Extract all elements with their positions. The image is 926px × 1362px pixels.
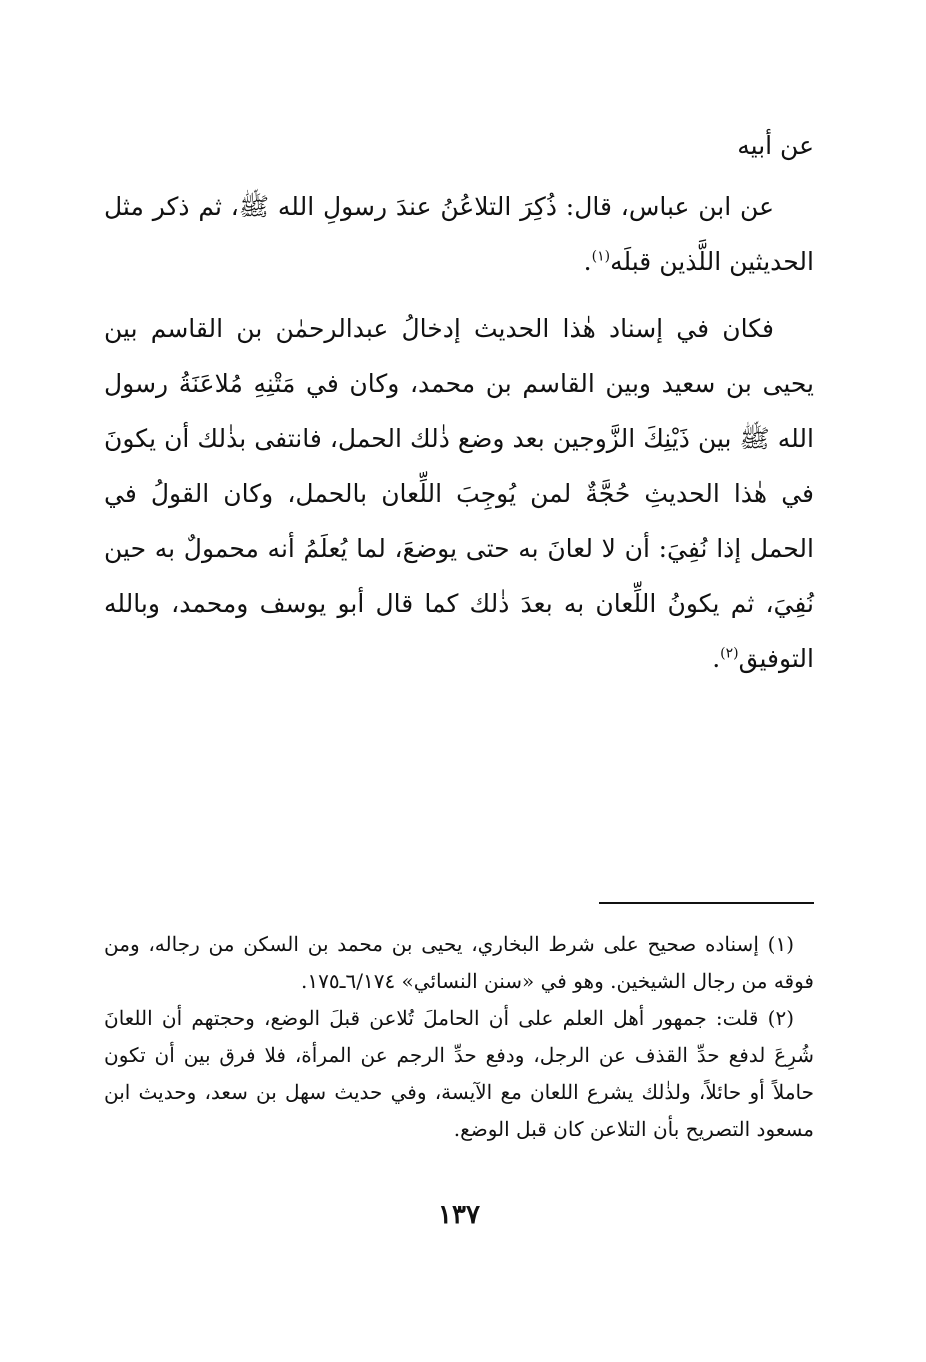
hadith-paragraph xyxy=(104,179,814,289)
footnote-2: (٢) قلت: جمهور أهل العلم على أن الحاملَ تُلاعن قبلَ الوضع، وحجتهم أن اللعانَ شُرِعَ لدفع حدِّ القذف عن الرجل، ودفع حدِّ الرجم عن المرأة، فلا فرق بين أن تكون حاملاً أو حائلاً، ولذٰلك يشرع اللعان مع الآيسة، وفي حديث سهل بن سعد، وحديث ابن مسعود التصريح بأن التلاعن كان قبل الوضع. xyxy=(104,1006,814,1141)
main-text xyxy=(104,118,814,686)
hadith-end-mark: . xyxy=(583,247,592,276)
page-number: ١٣٧ xyxy=(438,1200,480,1230)
footnote-ref-1[interactable]: (١) xyxy=(591,248,611,265)
hadith-text: عن ابن عباس، قال: ذُكِرَ التلاعُنُ عندَ رسولِ الله ﷺ، ثم ذكر مثل الحديثين اللَّذين قبلَه xyxy=(104,192,814,276)
footnote-1: (١) إسناده صحيح على شرط البخاري، يحيى بن محمد بن السكن من رجاله، ومن فوقه من رجال الشيخين. وهو في «سنن النسائي» ٦/١٧٤ـ١٧٥. xyxy=(104,932,814,993)
chapter-continuation-line: عن أبيه xyxy=(737,131,814,160)
footnote-separator xyxy=(599,902,814,904)
commentary-text: فكان في إسناد هٰذا الحديث إدخالُ عبدالرحمٰن بن القاسم بين يحيى بن سعيد وبين القاسم بن محمد، وكان في مَتْنِهِ مُلاعَنَةُ رسول الله ﷺ بين ذَيْنِكَ الزَّوجين بعد وضع ذٰلك الحمل، فانتفى بذٰلك أن يكونَ في هٰذا الحديثِ حُجَّةٌ لمن يُوجِبَ اللِّعان بالحمل، وكان القولُ في الحمل إذا نُفِيَ: أن لا لعانَ به حتى يوضعَ، لما يُعلَمُ أنه محمولٌ به حين نُفِيَ، ثم يكونُ اللِّعان به بعدَ ذٰلك كما قال أبو يوسف ومحمد، وبالله التوفيق xyxy=(104,314,814,673)
commentary-paragraph xyxy=(104,301,814,686)
footnotes xyxy=(104,926,814,1148)
document-page xyxy=(104,118,814,1258)
footnote-ref-2[interactable]: (٢) xyxy=(720,645,739,662)
commentary-end-mark: . xyxy=(712,644,721,673)
